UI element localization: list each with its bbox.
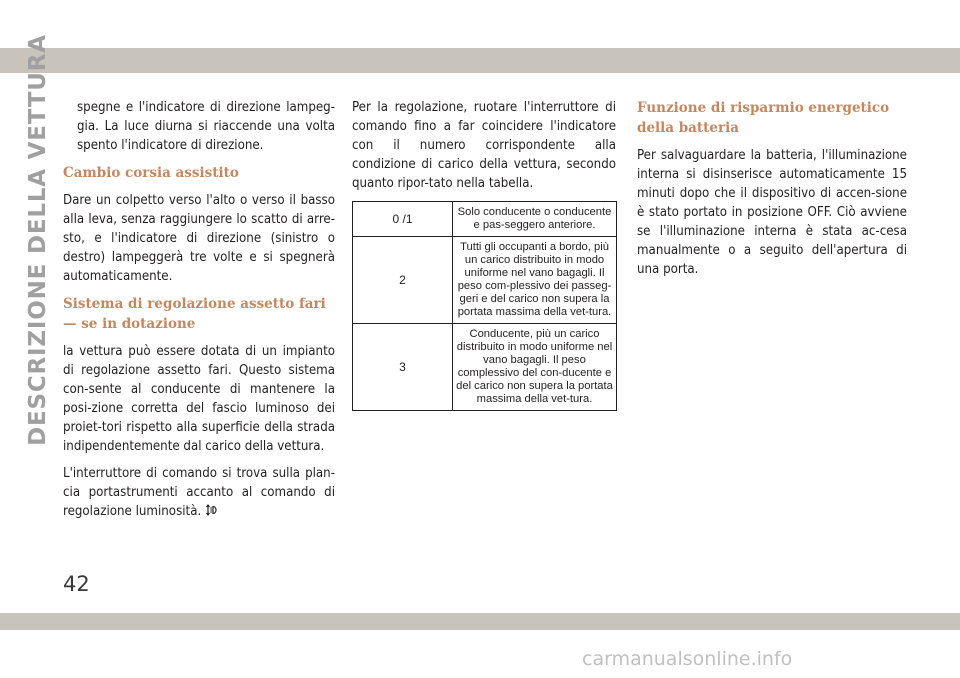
column-middle (352, 98, 616, 411)
section-side-label-text: DESCRIZIONE DELLA VETTURA (25, 34, 51, 446)
paragraph-headlamp-leveling-2-text: L'interruttore di comando si trova sulla plan-cia portastrumenti accanto al comando di regolazione luminosità. (63, 466, 335, 519)
table-cell-description: Solo conducente o conducente e pas-seggero anteriore. (453, 202, 617, 237)
table-row (353, 237, 617, 324)
top-decorative-band (0, 48, 960, 73)
paragraph-lane-change: Dare un colpetto verso l'alto o verso il basso alla leva, senza raggiungere lo scatto di arre-sto, e l'indicatore di direzione (sinistro o destro) lampeggerà tre volte e si spegnerà automaticamente. (63, 193, 335, 284)
table-cell-description: Conducente, più un carico distribuito in modo uniforme nel vano bagagli. Il peso complessivo del con-ducente e del carico non supera la portata massima della vet-tura. (453, 324, 617, 411)
heading-headlamp-leveling: Sistema di regolazione assetto fari — se in dotazione (63, 296, 326, 332)
continued-paragraph: spegne e l'indicatore di direzione lampeg-gia. La luce diurna si riaccende una volta spento l'indicatore di direzione. (77, 100, 335, 153)
paragraph-battery-saver: Per salvaguardare la batteria, l'illuminazione interna si disinserisce automaticamente 15 minuti dopo che il dispositivo di accen-sione è stato portato in posizione OFF. Ciò avviene se l'illuminazione interna è stata ac-cesa manualmente o a seguito dell'apertura di una porta. (637, 148, 907, 277)
column-left (63, 98, 335, 529)
column-right (637, 98, 907, 287)
footer-area (0, 630, 960, 678)
table-row (353, 324, 617, 411)
page-number: 42 (63, 572, 90, 596)
heading-lane-change: Cambio corsia assistito (63, 165, 239, 181)
paragraph-headlamp-leveling-2 (63, 464, 335, 521)
table-row (353, 202, 617, 237)
section-side-label (15, 34, 61, 446)
bottom-decorative-band (0, 613, 960, 630)
paragraph-regulation: Per la regolazione, ruotare l'interruttore di comando fino a far coincidere l'indicatore con il numero corrispondente alla condizione di carico della vettura, secondo quanto ripor-tato nella tabella. (352, 100, 616, 191)
heading-battery-saver: Funzione di risparmio energetico della batteria (637, 100, 890, 136)
table-cell-position: 3 (353, 324, 453, 411)
paragraph-headlamp-leveling-1: la vettura può essere dotata di un impianto di regolazione assetto fari. Questo sistema con-sente al conducente di mantenere la posi-zione corretta del fascio luminoso dei proiet-tori rispetto alla superficie della strada indipendentemente dal carico della vettura. (63, 344, 335, 454)
watermark: carmanualsonline.info (582, 648, 793, 670)
table-cell-position: 2 (353, 237, 453, 324)
table-cell-description: Tutti gli occupanti a bordo, più un carico distribuito in modo uniforme nel vano bagagli. Il peso com-plessivo dei passeg-geri e del carico non supera la portata massima della vet-tura. (453, 237, 617, 324)
headlamp-leveling-icon (205, 503, 218, 517)
table-cell-position: 0 /1 (353, 202, 453, 237)
load-condition-table (352, 201, 617, 411)
